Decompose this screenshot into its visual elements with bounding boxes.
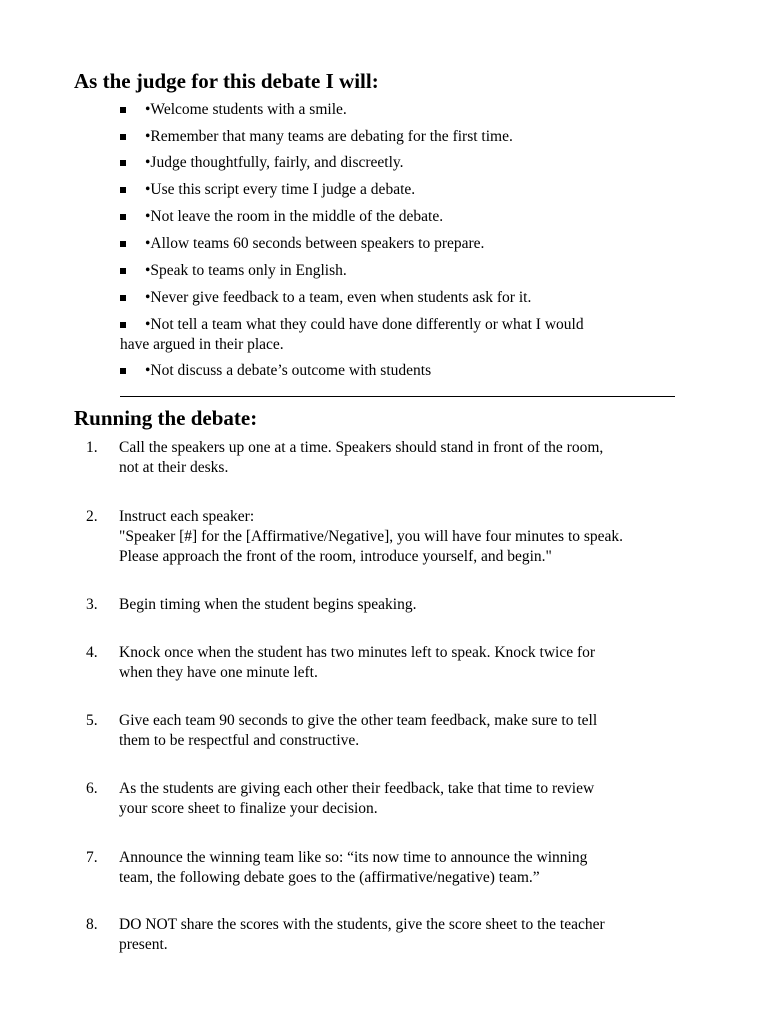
step-text: Knock once when the student has two minutes left to speak. Knock twice for when they have one minute left. — [119, 644, 596, 681]
step-number: 1. — [86, 439, 98, 456]
step-number: 2. — [86, 508, 98, 525]
list-item — [74, 915, 714, 955]
list-item: •Allow teams 60 seconds between speakers to prepare. — [120, 234, 710, 254]
list-item: •Speak to teams only in English. — [120, 261, 710, 281]
list-item — [74, 595, 714, 615]
section-divider — [120, 396, 675, 397]
step-number: 5. — [86, 712, 98, 729]
step-text: Announce the winning team like so: “its now time to announce the winning team, the following debate goes to the (affirmative/negative) team.” — [119, 849, 588, 886]
step-text: DO NOT share the scores with the students, give the score sheet to the teacher present. — [119, 916, 605, 953]
list-item: •Remember that many teams are debating for the first time. — [120, 127, 710, 147]
square-bullet-icon — [120, 368, 126, 374]
list-item: •Not leave the room in the middle of the debate. — [120, 207, 710, 227]
running-section-heading: Running the debate: — [74, 406, 258, 430]
square-bullet-icon — [120, 214, 126, 220]
step-number: 4. — [86, 644, 98, 661]
list-item: •Not tell a team what they could have done differently or what I would have argued in their place. — [120, 316, 584, 353]
judge-section-heading: As the judge for this debate I will: — [74, 69, 379, 93]
list-item: •Never give feedback to a team, even when students ask for it. — [120, 288, 710, 308]
list-item — [74, 438, 714, 478]
square-bullet-icon — [120, 134, 126, 140]
step-text: As the students are giving each other their feedback, take that time to review your score sheet to finalize your decision. — [119, 780, 595, 817]
step-text: Call the speakers up one at a time. Speakers should stand in front of the room, not at their desks. — [119, 439, 604, 476]
step-number: 8. — [86, 916, 98, 933]
step-text: Instruct each speaker: "Speaker [#] for the [Affirmative/Negative], you will have four minutes to speak. Please approach the front of the room, introduce yourself, and begin." — [119, 508, 624, 565]
list-item — [74, 848, 714, 888]
square-bullet-icon — [120, 295, 126, 301]
step-text: Begin timing when the student begins speaking. — [119, 596, 417, 613]
square-bullet-icon — [120, 187, 126, 193]
list-item: •Not discuss a debate’s outcome with students — [120, 361, 710, 381]
square-bullet-icon — [120, 268, 126, 274]
step-number: 6. — [86, 780, 98, 797]
list-item — [74, 711, 714, 751]
list-item: •Use this script every time I judge a debate. — [120, 180, 710, 200]
list-item: •Welcome students with a smile. — [120, 100, 710, 120]
step-number: 3. — [86, 596, 98, 613]
list-item: •Judge thoughtfully, fairly, and discreetly. — [120, 153, 710, 173]
square-bullet-icon — [120, 160, 126, 166]
square-bullet-icon — [120, 322, 126, 328]
square-bullet-icon — [120, 241, 126, 247]
list-item — [74, 643, 714, 683]
step-number: 7. — [86, 849, 98, 866]
list-item — [74, 507, 714, 567]
square-bullet-icon — [120, 107, 126, 113]
step-text: Give each team 90 seconds to give the other team feedback, make sure to tell them to be respectful and constructive. — [119, 712, 598, 749]
list-item — [74, 779, 714, 819]
